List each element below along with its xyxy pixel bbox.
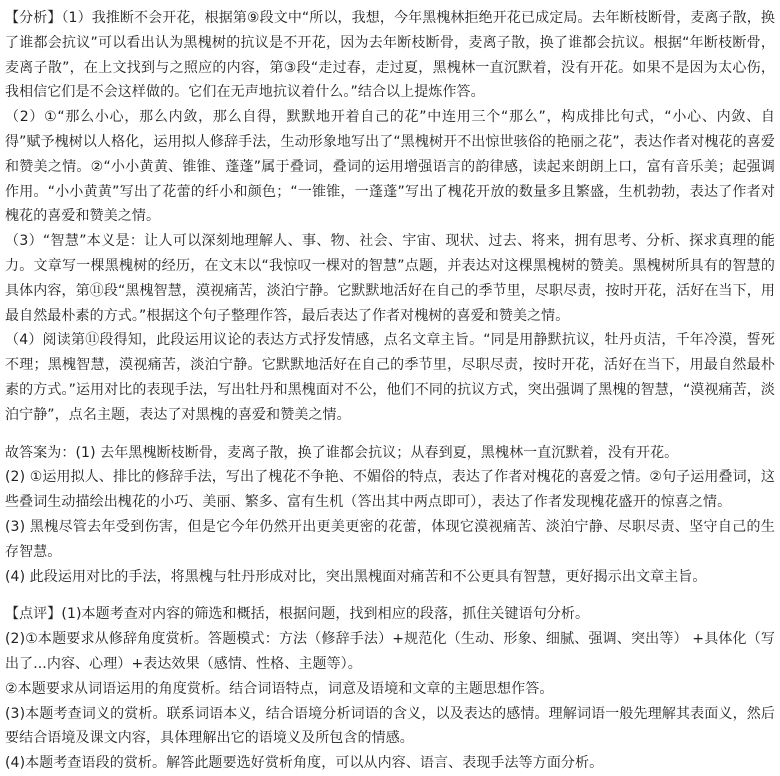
analysis-paragraph: （4）阅读第⑪段得知，此段运用议论的表达方式抒发情感，点名文章主旨。“同是用静默抗议，牡丹贞洁，千年冷漠，誓死不理；黑槐智慧，漠视痛苦，淡泊宁静。它默默地活好在自己的季节里，尽职尽责，按时开花，活好在当下，用最自然最朴素的方式。”运用对比的表现手法，写出牡丹和黑槐面对不公，他们不同的抗议方式，突出强调了黑槐的智慧，“漠视痛苦，淡泊宁静”，点名主题，表达了对黑槐的喜爱和赞美之情。 [5,332,775,423]
answer-paragraph: (3) 黑槐尽管去年受到伤害，但是它今年仍然开出更美更密的花蕾，体现它漠视痛苦、淡泊宁静、尽职尽责、坚守自己的生存智慧。 [5,518,775,560]
analysis-section [5,6,775,428]
comment-paragraph: (2)①本题要求从修辞角度赏析。答题模式：方法（修辞手法）+规范化（生动、形象、细腻、强调、突出等） +具体化（写出了...内容、心理）+表达效果（感情、性格、主题等）。 [5,631,775,672]
comment-paragraph: 【点评】(1)本题考查对内容的筛选和概括，根据问题，找到相应的段落，抓住关键语句分析。 [5,606,590,623]
comment-paragraph: (3)本题考查词义的赏析。联系词语本义，结合语境分析词语的含义，以及表达的感情。理解词语一般先理解其表面义，然后要结合语境及课文内容，具体理解出它的语境义及所包含的情感。 [5,705,775,747]
analysis-paragraph: 【分析】（1）我推断不会开花，根据第⑨段文中“所以，我想，今年黑槐林拒绝开花已成定局。去年断枝断骨，麦离子散，换了谁都会抗议”可以看出认为黑槐树的抗议是不开花，因为去年断枝断骨，麦离子散，换了谁都会抗议。根据“年断枝断骨，麦离子散”，在上文找到与之照应的内容，第③段“走过春，走过夏，黑槐林一直沉默着，没有开花。如果不是因为太心伤，我相信它们是不会这样做的。它们在无声地抗议着什么。”结合以上提炼作答。 [5,10,775,101]
answer-paragraph: 故答案为：(1) 去年黑槐断枝断骨，麦离子散，换了谁都会抗议；从春到夏，黑槐林一直沉默着，没有开花。 [5,444,679,461]
analysis-paragraph: （3）“智慧”本义是：让人可以深刻地理解人、事、物、社会、宇宙、现状、过去、将来，拥有思考、分析、探求真理的能力。文章写一棵黑槐树的经历，在文末以“我惊叹一棵对的智慧”点题，并表达对这棵黑槐树的赞美。黑槐树所具有的智慧的具体内容，第⑪段“黑槐智慧，漠视痛苦，淡泊宁静。它默默地活好在自己的季节里，尽职尽责，按时开花，活好在当下，用最自然最朴素的方式。”根据这个句子整理作答，最后表达了作者对槐树的喜爱和赞美之情。 [5,233,775,324]
answer-section [5,441,775,590]
analysis-paragraph: （2）①“那么小心，那么内敛，那么自得，默默地开着自己的花”中连用三个“那么”，构成排比句式，“小心、内敛、自得”赋予槐树以人格化，运用拟人修辞手法，生动形象地写出了“黑槐树开不出惊世骇俗的艳丽之花”，表达作者对槐花的喜爱和赞美之情。②“小小黄黄、锥锥、蓬蓬”属于叠词，叠词的运用增强语言的韵律感，读起来朗朗上口，富有音乐美；起强调作用。“小小黄黄”写出了花蕾的纤小和颜色；“一锥锥，一蓬蓬”写出了槐花开放的数量多且繁盛，生机勃勃，表达了作者对槐花的喜爱和赞美之情。 [5,109,775,225]
comment-paragraph: ②本题要求从词语运用的角度赏析。结合词语特点，词意及语境和文章的主题思想作答。 [5,680,554,697]
comment-section [5,602,775,776]
comment-paragraph: (4)本题考查语段的赏析。解答此题要选好赏析角度，可以从内容、语言、表现手法等方面分析。 [5,755,604,772]
answer-paragraph: (4) 此段运用对比的手法，将黑槐与牡丹形成对比，突出黑槐面对痛苦和不公更具有智慧，更好揭示出文章主旨。 [5,568,707,585]
answer-paragraph: (2) ①运用拟人、排比的修辞手法，写出了槐花不争艳、不媚俗的特点，表达了作者对槐花的喜爱之情。②句子运用叠词，这些叠词生动描绘出槐花的小巧、美丽、繁多、富有生机（答出其中两点即可），表达了作者发现槐花盛开的惊喜之情。 [5,469,775,511]
